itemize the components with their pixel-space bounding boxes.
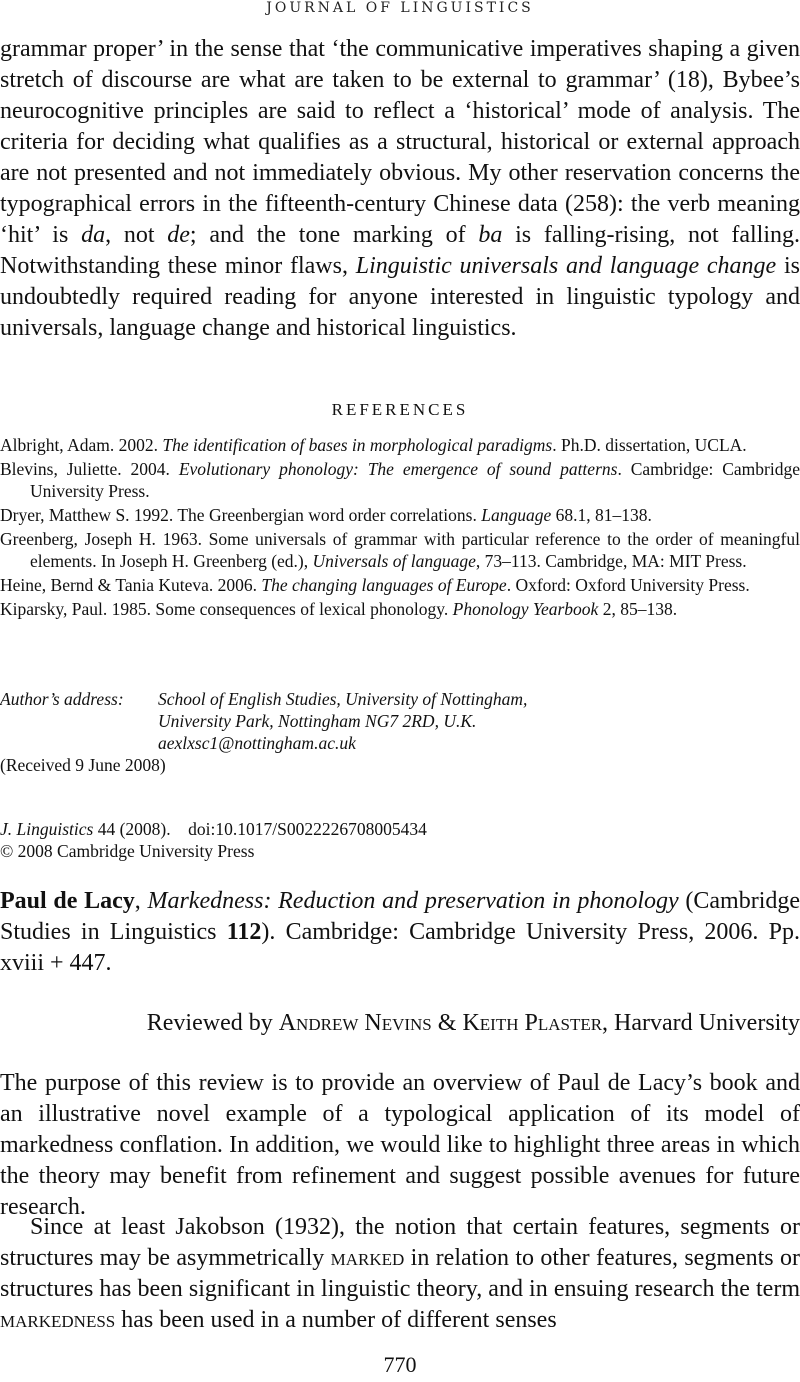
reference-item: Heine, Bernd & Tania Kuteva. 2006. The changing languages of Europe. Oxford: Oxford University Press. — [0, 575, 750, 595]
copyright: © 2008 Cambridge University Press — [0, 841, 255, 861]
reference-list — [0, 434, 800, 622]
running-head: JOURNAL OF LINGUISTICS — [266, 0, 534, 16]
second-paragraph: Since at least Jakobson (1932), the notion that certain features, segments or structures may be asymmetrically marked in relation to other features, segments or structures has been significant in linguistic theory, and in ensuing research the term markedness has been used in a number of different senses — [0, 1214, 800, 1333]
review-book-header: Paul de Lacy, Markedness: Reduction and preservation in phonology (Cambridge Studies in Linguistics 112). Cambridge: Cambridge University Press, 2006. Pp. xviii + 447. — [0, 888, 800, 976]
doi: doi:10.1017/S0022226708005434 — [188, 819, 427, 839]
address-line: School of English Studies, University of Nottingham, — [158, 689, 528, 709]
book-author: Paul de Lacy — [0, 888, 135, 914]
author-address-label: Author’s address: — [0, 689, 124, 709]
reference-item: Dryer, Matthew S. 1992. The Greenbergian word order correlations. Language 68.1, 81–138. — [0, 505, 652, 525]
journal-citation: J. Linguistics 44 (2008). doi:10.1017/S0022226708005434 © 2008 Cambridge University Press — [0, 818, 800, 862]
intro-paragraph: The purpose of this review is to provide an overview of Paul de Lacy’s book and an illustrative novel example of a typological application of its model of markedness conflation. In addition, we would like to highlight three areas in which the theory may benefit from refinement and suggest possible avenues for future research. — [0, 1070, 800, 1220]
reviewer-line: Reviewed by Andrew Nevins & Keith Plaster, Harvard University — [146, 1010, 800, 1036]
journal-name: J. Linguistics — [0, 819, 94, 839]
reference-item: Kiparsky, Paul. 1985. Some consequences of lexical phonology. Phonology Yearbook 2, 85–138. — [0, 599, 678, 619]
previous-review-conclusion: grammar proper’ in the sense that ‘the communicative imperatives shaping a given stretch of discourse are what are taken to be external to grammar’ (18), Bybee’s neurocognitive principles are said to reflect a ‘historical’ mode of analysis. The criteria for deciding what qualifies as a structural, historical or external approach are not presented and not immediately obvious. My other reservation concerns the typographical errors in the fifteenth-century Chinese data (258): the verb meaning ‘hit’ is da, not de; and the tone marking of ba is falling-rising, not falling. Notwithstanding these minor flaws, Linguistic universals and language change is undoubtedly required reading for anyone interested in linguistic typology and universals, language change and historical linguistics. — [0, 36, 800, 341]
reference-item: Greenberg, Joseph H. 1963. Some universals of grammar with particular reference to the order of meaningful elements. In Joseph H. Greenberg (ed.), Universals of language, 73–113. Cambridge, MA: MIT Press. — [0, 529, 800, 571]
received-date: (Received 9 June 2008) — [0, 755, 166, 775]
references-heading: REFERENCES — [331, 400, 469, 419]
reference-item: Blevins, Juliette. 2004. Evolutionary phonology: The emergence of sound patterns. Cambridge: Cambridge University Press. — [0, 459, 800, 501]
author-address — [0, 688, 800, 754]
page-number: 770 — [383, 1352, 417, 1377]
reference-item: Albright, Adam. 2002. The identification of bases in morphological paradigms. Ph.D. dissertation, UCLA. — [0, 435, 747, 455]
book-title: Markedness: Reduction and preservation in phonology — [147, 888, 679, 914]
author-email: aexlxsc1@nottingham.ac.uk — [158, 733, 356, 753]
address-line: University Park, Nottingham NG7 2RD, U.K. — [158, 711, 477, 731]
